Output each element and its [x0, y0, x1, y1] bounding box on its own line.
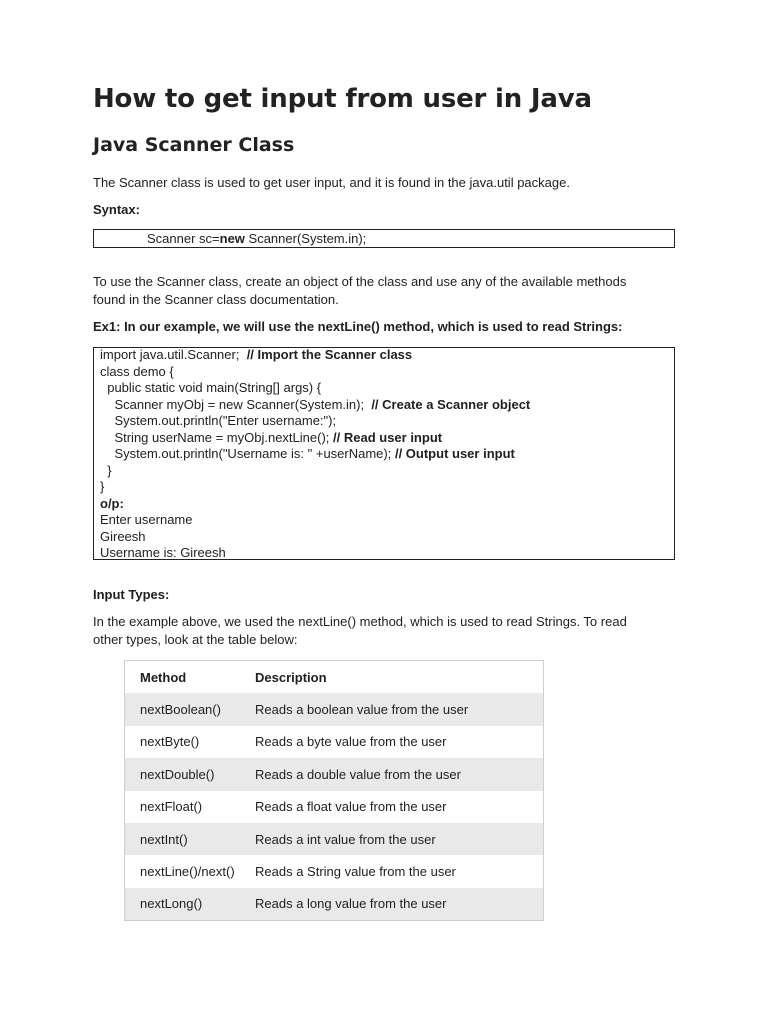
method-cell: nextBoolean() — [140, 702, 221, 718]
code-comment: // Create a Scanner object — [371, 396, 531, 412]
output-label: o/p: — [100, 495, 124, 511]
column-header-description: Description — [255, 669, 327, 685]
usage-text-line-1: To use the Scanner class, create an object of the class and use any of the available methods — [93, 274, 627, 289]
code-text: Scanner myObj = new Scanner(System.in); — [100, 396, 372, 412]
code-text: } — [100, 479, 105, 494]
input-types-text-line-1: In the example above, we used the nextLine() method, which is used to read Strings. To read — [93, 614, 627, 629]
description-cell: Reads a long value from the user — [255, 896, 447, 912]
page-title: How to get input from user in Java — [93, 84, 592, 114]
method-cell: nextLine()/next() — [140, 864, 235, 880]
intro-text: The Scanner class is used to get user input, and it is found in the java.util package. — [93, 175, 570, 190]
code-comment: // Read user input — [333, 429, 443, 445]
syntax-code — [147, 230, 366, 247]
syntax-code-keyword: new — [219, 231, 245, 246]
usage-text-line-2: found in the Scanner class documentation. — [93, 292, 339, 307]
table-row — [125, 758, 544, 790]
code-text: class demo { — [100, 363, 174, 379]
column-header-method: Method — [140, 669, 187, 685]
code-line — [100, 347, 412, 364]
code-line — [100, 479, 104, 496]
description-cell: Reads a int value from the user — [255, 831, 436, 847]
code-line — [100, 512, 193, 529]
example-heading: Ex1: In our example, we will use the nextLine() method, which is used to read Strings: — [93, 319, 623, 334]
code-text: } — [100, 462, 112, 478]
syntax-code-after: Scanner(System.in); — [244, 231, 367, 246]
method-cell: nextFloat() — [140, 799, 203, 815]
code-comment: // Import the Scanner class — [246, 347, 413, 362]
code-line — [100, 496, 124, 513]
method-cell: nextByte() — [140, 734, 200, 750]
description-cell: Reads a byte value from the user — [255, 734, 447, 750]
method-cell: nextInt() — [140, 831, 188, 847]
method-cell: nextDouble() — [140, 766, 215, 782]
syntax-code-box — [93, 229, 675, 248]
table-row — [125, 888, 544, 921]
code-example-box — [93, 347, 675, 560]
code-text: Gireesh — [100, 528, 146, 544]
description-cell: Reads a String value from the user — [255, 864, 456, 880]
code-line — [100, 380, 321, 397]
description-cell: Reads a boolean value from the user — [255, 702, 469, 718]
table-row — [125, 791, 544, 823]
syntax-code-before: Scanner sc= — [147, 231, 220, 246]
table-row — [125, 823, 544, 855]
code-line — [100, 430, 442, 447]
input-methods-table — [124, 660, 544, 921]
code-text: import java.util.Scanner; — [100, 347, 247, 362]
method-cell: nextLong() — [140, 896, 203, 912]
code-text: System.out.println("Enter username:"); — [100, 413, 337, 428]
description-cell: Reads a double value from the user — [255, 766, 461, 782]
table-row — [125, 855, 544, 887]
code-comment: // Output user input — [394, 446, 515, 461]
code-line — [100, 413, 336, 430]
table-header-row — [125, 661, 544, 694]
syntax-label: Syntax: — [93, 202, 140, 217]
description-cell: Reads a float value from the user — [255, 799, 447, 815]
code-text: Enter username — [100, 512, 193, 527]
input-types-label: Input Types: — [93, 587, 170, 602]
code-line — [100, 397, 530, 414]
code-text: String userName = myObj.nextLine(); — [100, 429, 334, 445]
code-text: System.out.println("Username is: " +userName); — [100, 446, 395, 461]
code-line — [100, 545, 226, 562]
input-types-text-line-2: other types, look at the table below: — [93, 632, 298, 647]
section-title: Java Scanner Class — [93, 134, 295, 156]
code-line — [100, 364, 174, 381]
code-text: public static void main(String[] args) { — [100, 380, 322, 395]
code-line — [100, 446, 515, 463]
table-row — [125, 726, 544, 758]
code-line — [100, 463, 112, 480]
code-line — [100, 529, 146, 546]
table-row — [125, 693, 544, 725]
code-text: Username is: Gireesh — [100, 545, 226, 560]
